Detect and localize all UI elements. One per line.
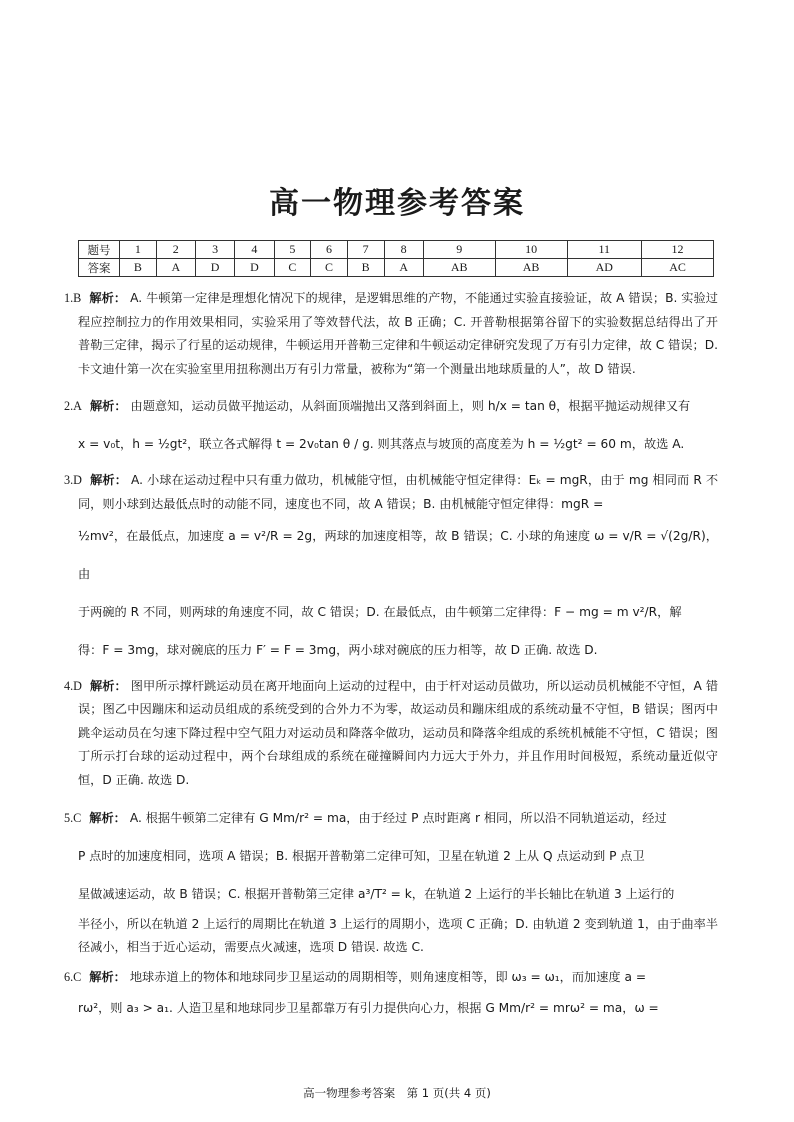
analysis-label: 解析： bbox=[89, 678, 127, 693]
table-cell: 6 bbox=[311, 241, 348, 259]
table-cell: 7 bbox=[347, 241, 384, 259]
table-cell: 答案 bbox=[79, 259, 120, 277]
answer-explanations bbox=[64, 287, 719, 1033]
table-cell: 2 bbox=[156, 241, 195, 259]
table-cell: 11 bbox=[567, 241, 642, 259]
explanation-text: rω²，则 a₃ > a₁. 人造卫星和地球同步卫星都靠万有引力提供向心力，根据 G Mm/r² = mrω² = ma，ω = bbox=[78, 1001, 659, 1016]
analysis-label: 解析： bbox=[89, 291, 127, 305]
page-footer: 高一物理参考答案 第 1 页(共 4 页) bbox=[303, 1086, 491, 1100]
table-cell: A bbox=[156, 259, 195, 277]
explanation-text: x = v₀t，h = ½gt²，联立各式解得 t = 2v₀tan θ / g. 则其落点与坡顶的高度差为 h = ½gt² = 60 m，故选 A. bbox=[78, 437, 685, 452]
question-6-explanation bbox=[64, 966, 718, 1028]
explanation-text: 得：F = 3mg，球对碗底的压力 F′ = F = 3mg，两小球对碗底的压力相等，故 D 正确. 故选 D. bbox=[78, 642, 598, 657]
table-cell: AB bbox=[495, 259, 567, 277]
table-cell: 10 bbox=[495, 241, 567, 259]
table-cell: AB bbox=[423, 259, 495, 277]
table-cell: C bbox=[311, 259, 348, 277]
table-cell: D bbox=[235, 259, 274, 277]
table-row bbox=[79, 259, 714, 277]
analysis-label: 解析： bbox=[89, 810, 126, 825]
question-1-explanation bbox=[64, 287, 718, 381]
table-cell: 3 bbox=[195, 241, 234, 259]
explanation-text: 于两碗的 R 不同，则两球的角速度不同，故 C 错误；D. 在最低点，由牛顿第二定律得：F − mg = m v²/R，解 bbox=[78, 604, 682, 619]
explanation-text: 半径小，所以在轨道 2 上运行的周期比在轨道 3 上运行的周期小，选项 C 正确；D. 由轨道 2 变到轨道 1，由于曲率半径减小，相当于近心运动，需要点火减速，选项 D 错误. 故选 C. bbox=[78, 916, 718, 955]
question-5-explanation bbox=[64, 799, 718, 960]
question-number: 5.C bbox=[64, 810, 82, 825]
table-cell: B bbox=[347, 259, 384, 277]
explanation-text: 由题意知，运动员做平抛运动，从斜面顶端抛出又落到斜面上，则 h/x = tan θ，根据平抛运动规律又有 bbox=[130, 399, 691, 414]
table-cell: D bbox=[195, 259, 234, 277]
table-cell: 9 bbox=[423, 241, 495, 259]
question-number: 2.A bbox=[64, 399, 82, 414]
table-cell: 5 bbox=[274, 241, 311, 259]
analysis-label: 解析： bbox=[89, 969, 126, 984]
question-number: 4.D bbox=[64, 678, 82, 693]
table-cell: 4 bbox=[235, 241, 274, 259]
table-cell: B bbox=[120, 259, 157, 277]
explanation-text: 星做减速运动，故 B 错误；C. 根据开普勒第三定律 a³/T² = k，在轨道 2 上运行的半长轴比在轨道 3 上运行的 bbox=[78, 886, 675, 901]
table-cell: AC bbox=[642, 259, 714, 277]
explanation-text: ½mv²，在最低点，加速度 a = v²/R = 2g，两球的加速度相等，故 B 错误；C. 小球的角速度 ω = v/R = √(2g/R)，由 bbox=[78, 528, 718, 581]
table-cell: A bbox=[384, 259, 423, 277]
question-4-explanation bbox=[64, 675, 719, 793]
table-cell: 题号 bbox=[79, 241, 120, 259]
question-number: 1.B bbox=[64, 291, 82, 305]
explanation-text: A. 根据牛顿第二定律有 G Mm/r² = ma，由于经过 P 点时距离 r 相同，所以沿不同轨道运动，经过 bbox=[129, 810, 667, 825]
table-cell: 8 bbox=[384, 241, 423, 259]
question-number: 3.D bbox=[64, 473, 82, 488]
analysis-label: 解析： bbox=[89, 399, 127, 414]
analysis-label: 解析： bbox=[89, 473, 128, 488]
explanation-text: P 点时的加速度相同，选项 A 错误；B. 根据开普勒第二定律可知，卫星在轨道 2 上从 Q 点运动到 P 点卫 bbox=[78, 848, 645, 863]
table-cell: 1 bbox=[120, 241, 157, 259]
table-cell: C bbox=[274, 259, 311, 277]
explanation-text: 地球赤道上的物体和地球同步卫星运动的周期相等，则角速度相等，即 ω₃ = ω₁，而加速度 a = bbox=[129, 969, 647, 984]
explanation-text: A. 牛顿第一定律是理想化情况下的规律，是逻辑思维的产物，不能通过实验直接验证，故 A 错误；B. 实验过程应控制拉力的作用效果相同，实验采用了等效替代法，故 B 正确；C. 开普勒根据第谷留下的实验数据总结得出了开普勒三定律，揭示了行星的运动规律，牛顿运用开普勒三定律和牛顿运动定律研究发现了万有引力定律，故 C 错误；D. 卡文迪什第一次在实验室里用扭称测出万有引力常量，被称为“第一个测量出地球质量的人”，故 D 错误. bbox=[78, 291, 718, 376]
answer-table bbox=[78, 240, 714, 277]
table-cell: AD bbox=[567, 259, 642, 277]
page-title: 高一物理参考答案 bbox=[269, 186, 525, 221]
table-cell: 12 bbox=[642, 241, 714, 259]
question-2-explanation bbox=[64, 387, 718, 463]
table-row bbox=[79, 241, 714, 259]
question-3-explanation bbox=[64, 469, 719, 668]
explanation-text: 图甲所示撑杆跳运动员在离开地面向上运动的过程中，由于杆对运动员做功，所以运动员机械能不守恒，A 错误；图乙中因蹦床和运动员组成的系统受到的合外力不为零，故运动员和蹦床组成的系统动量不守恒，B 错误；图丙中跳伞运动员在匀速下降过程中空气阻力对运动员和降落伞做功，运动员和降落伞组成的系统机械能不守恒，C 错误；图丁所示打台球的运动过程中，两个台球组成的系统在碰撞瞬间内力远大于外力，并且作用时间极短，系统动量近似守恒，D 正确. 故选 D. bbox=[78, 678, 719, 787]
explanation-text: A. 小球在运动过程中只有重力做功，机械能守恒，由机械能守恒定律得：Eₖ = mgR，由于 mg 相同而 R 不同，则小球到达最低点时的动能不同，速度也不同，故 A 错误；B. 由机械能守恒定律得：mgR = bbox=[78, 473, 719, 511]
question-number: 6.C bbox=[64, 969, 82, 984]
